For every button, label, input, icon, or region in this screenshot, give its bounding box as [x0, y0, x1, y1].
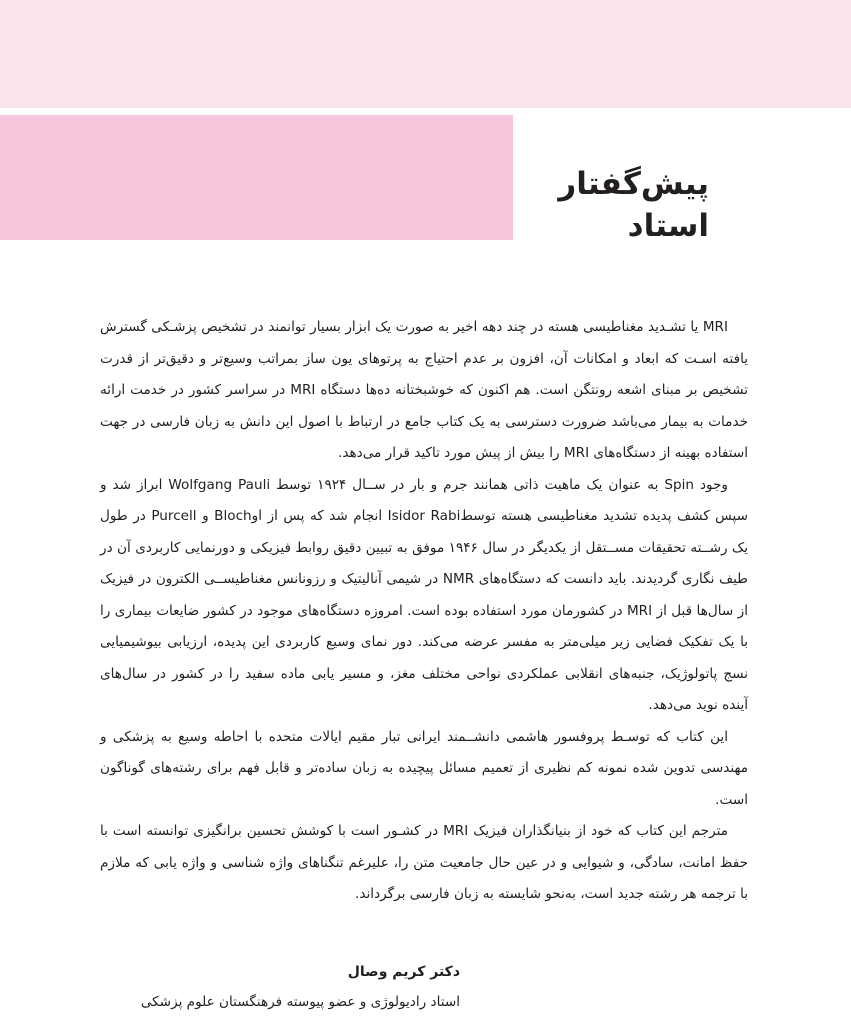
paragraph-4: مترجم این کتاب که خود از بنیانگذاران فیزیک MRI در کشـور است با کوشش تحسین برانگیزی توانسته است با حفظ امانت، سادگی، و شیوایی و در عین حال جامعیت متن را، علیرغم تنگناهای واژه شناسی و واژه یابی که ملازم با ترجمه هر رشته جدید است، به‌نحو شایسته به زبان فارسی برگرداند. [100, 823, 748, 902]
signature-block [100, 958, 460, 1018]
page-title [449, 163, 709, 247]
paragraph-1: MRI یا تشـدید مغناطیسی هسته در چند دهه اخیر به صورت یک ابزار بسیار توانمند در تشخیص پزشـکی گسترش یافته اسـت که ابعاد و امکانات آن، افزون بر عدم احتیاج به پرتوهای یون ساز بمراتب وسیع‌تر و دقیق‌تر از قدرت تشخیص بر مبنای اشعه رونتگن است. هم اکنون که خوشبختانه ده‌ها دستگاه MRI در سراسر کشور در خدمت ارائه خدمات به بیمار می‌باشد ضرورت دسترسی به یک کتاب جامع در ارتباط با اصول این دانش به زبان فارسی در جهت استفاده بهینه از دستگاه‌های MRI را بیش از پیش مورد تاکید قرار می‌دهد. [100, 319, 748, 461]
signature-name: دکتر کریم وصال [347, 964, 460, 980]
signature-role: استاد رادیولوژی و عضو پیوسته فرهنگستان علوم پزشکی [140, 994, 460, 1010]
paragraph-3: این کتاب که توسـط پروفسور هاشمی دانشــمند ایرانی تبار مقیم ایالات متحده با احاطه وسیع به پزشکی و مهندسی تدوین شده نمونه کم نظیری از تعمیم مسائل پیچیده به زبان ساده‌تر و قابل فهم برای رشته‌های گوناگون است. [100, 728, 748, 808]
page-title-line-1: پیش‌گفتار [558, 166, 709, 202]
top-decorative-band [0, 0, 851, 108]
page-title-line-2: استاد [627, 208, 709, 244]
title-decorative-band [0, 115, 513, 240]
foreword-body [100, 312, 748, 911]
paragraph-2: وجود Spin به عنوان یک ماهیت ذاتی همانند جرم و بار در ســال ۱۹۲۴ توسط Wolfgang Pauli ابراز شد و سپس کشف پدیده تشدید مغناطیسی هسته توسطIsidor Rabi انجام شد که پس از اوBloch و Purcell در طول یک رشــته تحقیقات مســتقل از یکدیگر در سال ۱۹۴۶ موفق به تبیین دقیق روابط فیزیکی و دورنمایی کاربردی آن در طیف نگاری گردیدند. باید دانست که دستگاه‌های NMR در شیمی آنالیتیک و رزونانس مغناطیســی الکترون در فیزیک از سال‌ها قبل از MRI در کشورمان مورد استفاده بوده است. امروزه دستگاه‌های موجود در کشور ضایعات بیماری را با یک تفکیک فضایی زیر میلی‌متر به مفسر عرضه می‌کند. دور نمای وسیع کاربردی این پدیده، ارزیابی بیوشیمیایی نسج پاتولوژیک، جنبه‌های انقلابی عملکردی نواحی مختلف مغز، و مسیر یابی ماده سفید را در کشور در سال‌های آینده نوید می‌دهد. [100, 476, 749, 713]
